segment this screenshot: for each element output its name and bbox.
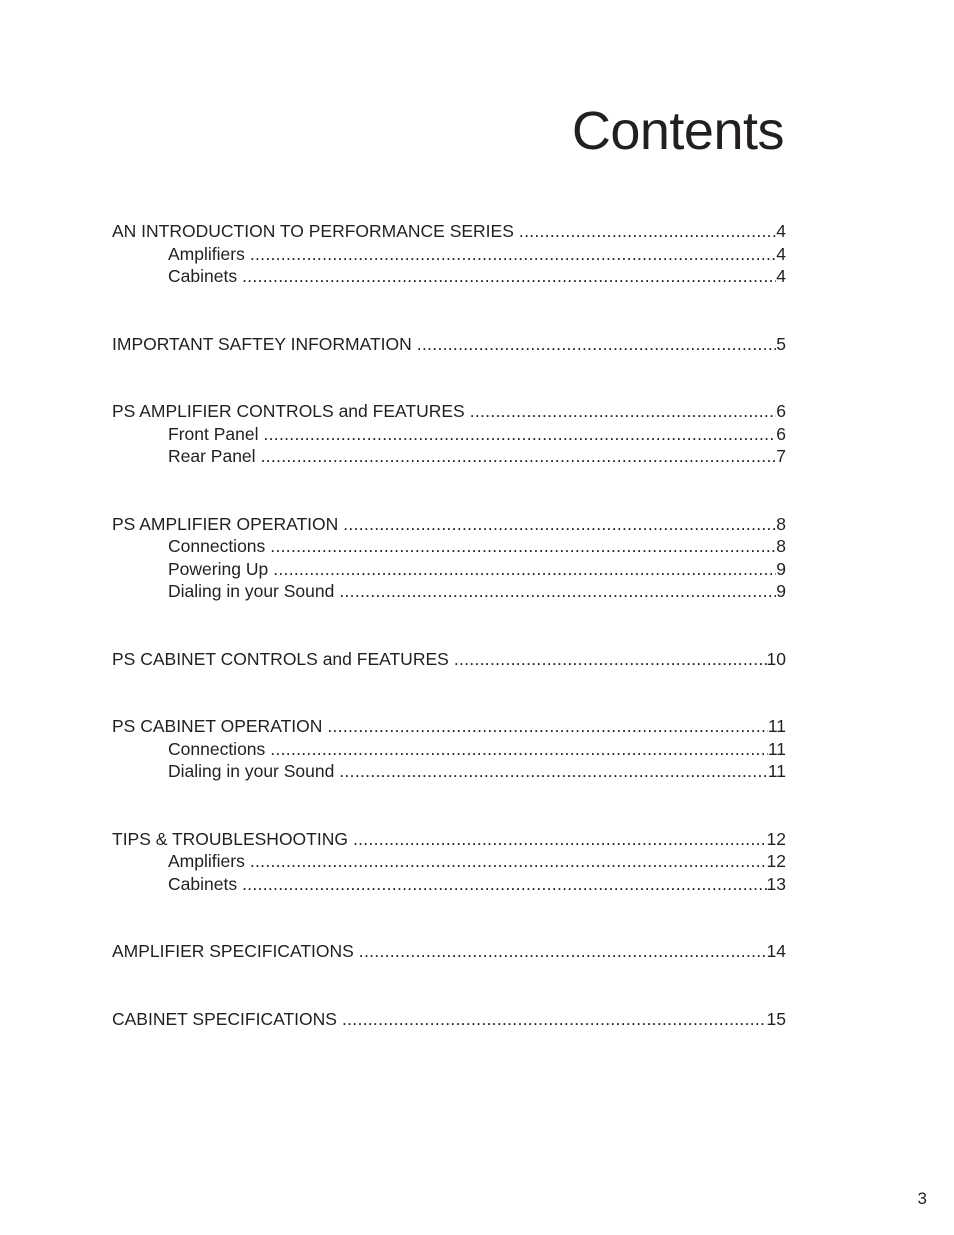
toc-subentry-label: Amplifiers (168, 243, 245, 264)
toc-subentry[interactable] (112, 760, 786, 783)
toc-section (112, 940, 786, 963)
dot-leader (417, 333, 776, 356)
toc-entry[interactable] (112, 715, 786, 738)
toc-entry-label: PS AMPLIFIER OPERATION (112, 513, 339, 534)
toc-subentry[interactable] (112, 873, 786, 896)
toc-subentry-page: 11 (767, 761, 786, 781)
toc-subentry-label: Cabinets (168, 873, 238, 894)
toc-entry[interactable] (112, 940, 786, 963)
toc-entry-page: 11 (767, 716, 786, 736)
dot-leader (273, 558, 776, 581)
dot-leader (454, 648, 767, 671)
toc-entry-page: 12 (766, 828, 786, 849)
toc-subentry[interactable] (112, 445, 786, 468)
toc-subentry-page: 6 (776, 423, 786, 444)
toc-subentry-page: 13 (766, 873, 786, 894)
toc-subentry-page: 4 (776, 243, 786, 264)
toc-subentry-page: 12 (766, 851, 786, 871)
toc-entry[interactable] (112, 828, 786, 851)
toc-entry[interactable] (112, 1008, 786, 1031)
dot-leader (343, 513, 776, 536)
table-of-contents (112, 220, 786, 1075)
dot-leader (270, 738, 768, 761)
toc-subentry[interactable] (112, 738, 786, 761)
toc-entry-page: 6 (776, 401, 786, 421)
toc-section (112, 333, 786, 356)
toc-subentry[interactable] (112, 265, 786, 288)
toc-entry-page: 14 (766, 941, 786, 961)
toc-section (112, 220, 786, 288)
toc-subentry[interactable] (112, 558, 786, 581)
dot-leader (339, 580, 776, 603)
toc-entry-label: CABINET SPECIFICATIONS (112, 1008, 337, 1029)
dot-leader (359, 940, 767, 963)
dot-leader (519, 220, 776, 243)
toc-entry-label: PS CABINET OPERATION (112, 716, 323, 736)
toc-subentry-page: 9 (776, 581, 786, 601)
toc-subentry[interactable] (112, 850, 786, 873)
toc-subentry-label: Front Panel (168, 423, 259, 444)
toc-subentry-page: 7 (776, 446, 786, 466)
toc-entry-page: 10 (766, 648, 786, 669)
page-number: 3 (917, 1189, 927, 1208)
toc-subentry-label: Connections (168, 738, 266, 759)
toc-entry[interactable] (112, 648, 786, 671)
toc-entry-label: AN INTRODUCTION TO PERFORMANCE SERIES (112, 221, 514, 241)
dot-leader (242, 265, 776, 288)
toc-subentry-label: Rear Panel (168, 446, 256, 466)
toc-entry-label: AMPLIFIER SPECIFICATIONS (112, 941, 354, 961)
toc-section (112, 828, 786, 896)
toc-entry[interactable] (112, 400, 786, 423)
toc-subentry[interactable] (112, 535, 786, 558)
toc-subentry-page: 8 (776, 536, 786, 556)
dot-leader (353, 828, 767, 851)
toc-entry-label: IMPORTANT SAFTEY INFORMATION (112, 333, 412, 354)
toc-entry-page: 15 (766, 1008, 786, 1029)
toc-subentry-label: Amplifiers (168, 851, 245, 871)
toc-subentry-page: 9 (776, 558, 786, 579)
dot-leader (270, 535, 776, 558)
toc-subentry-label: Dialing in your Sound (168, 581, 335, 601)
toc-section (112, 648, 786, 671)
toc-section (112, 1008, 786, 1031)
dot-leader (263, 423, 776, 446)
toc-entry-page: 4 (776, 221, 786, 241)
dot-leader (342, 1008, 767, 1031)
dot-leader (339, 760, 767, 783)
page-title: Contents (571, 101, 784, 161)
toc-section (112, 513, 786, 603)
toc-subentry-label: Dialing in your Sound (168, 761, 335, 781)
dot-leader (242, 873, 766, 896)
toc-subentry[interactable] (112, 580, 786, 603)
dot-leader (250, 850, 767, 873)
toc-entry[interactable] (112, 513, 786, 536)
dot-leader (261, 445, 777, 468)
toc-entry-label: PS CABINET CONTROLS and FEATURES (112, 648, 449, 669)
toc-entry[interactable] (112, 333, 786, 356)
toc-subentry-label: Powering Up (168, 558, 269, 579)
dot-leader (327, 715, 767, 738)
dot-leader (250, 243, 776, 266)
toc-subentry[interactable] (112, 423, 786, 446)
toc-entry-label: PS AMPLIFIER CONTROLS and FEATURES (112, 401, 465, 421)
toc-section (112, 715, 786, 783)
toc-subentry-page: 11 (767, 738, 786, 759)
toc-entry[interactable] (112, 220, 786, 243)
toc-subentry-page: 4 (776, 266, 786, 286)
toc-entry-page: 5 (776, 333, 786, 354)
toc-entry-label: TIPS & TROUBLESHOOTING (112, 828, 348, 849)
dot-leader (470, 400, 777, 423)
toc-entry-page: 8 (776, 513, 786, 534)
toc-subentry-label: Cabinets (168, 266, 238, 286)
toc-section (112, 400, 786, 468)
toc-subentry[interactable] (112, 243, 786, 266)
toc-subentry-label: Connections (168, 536, 266, 556)
